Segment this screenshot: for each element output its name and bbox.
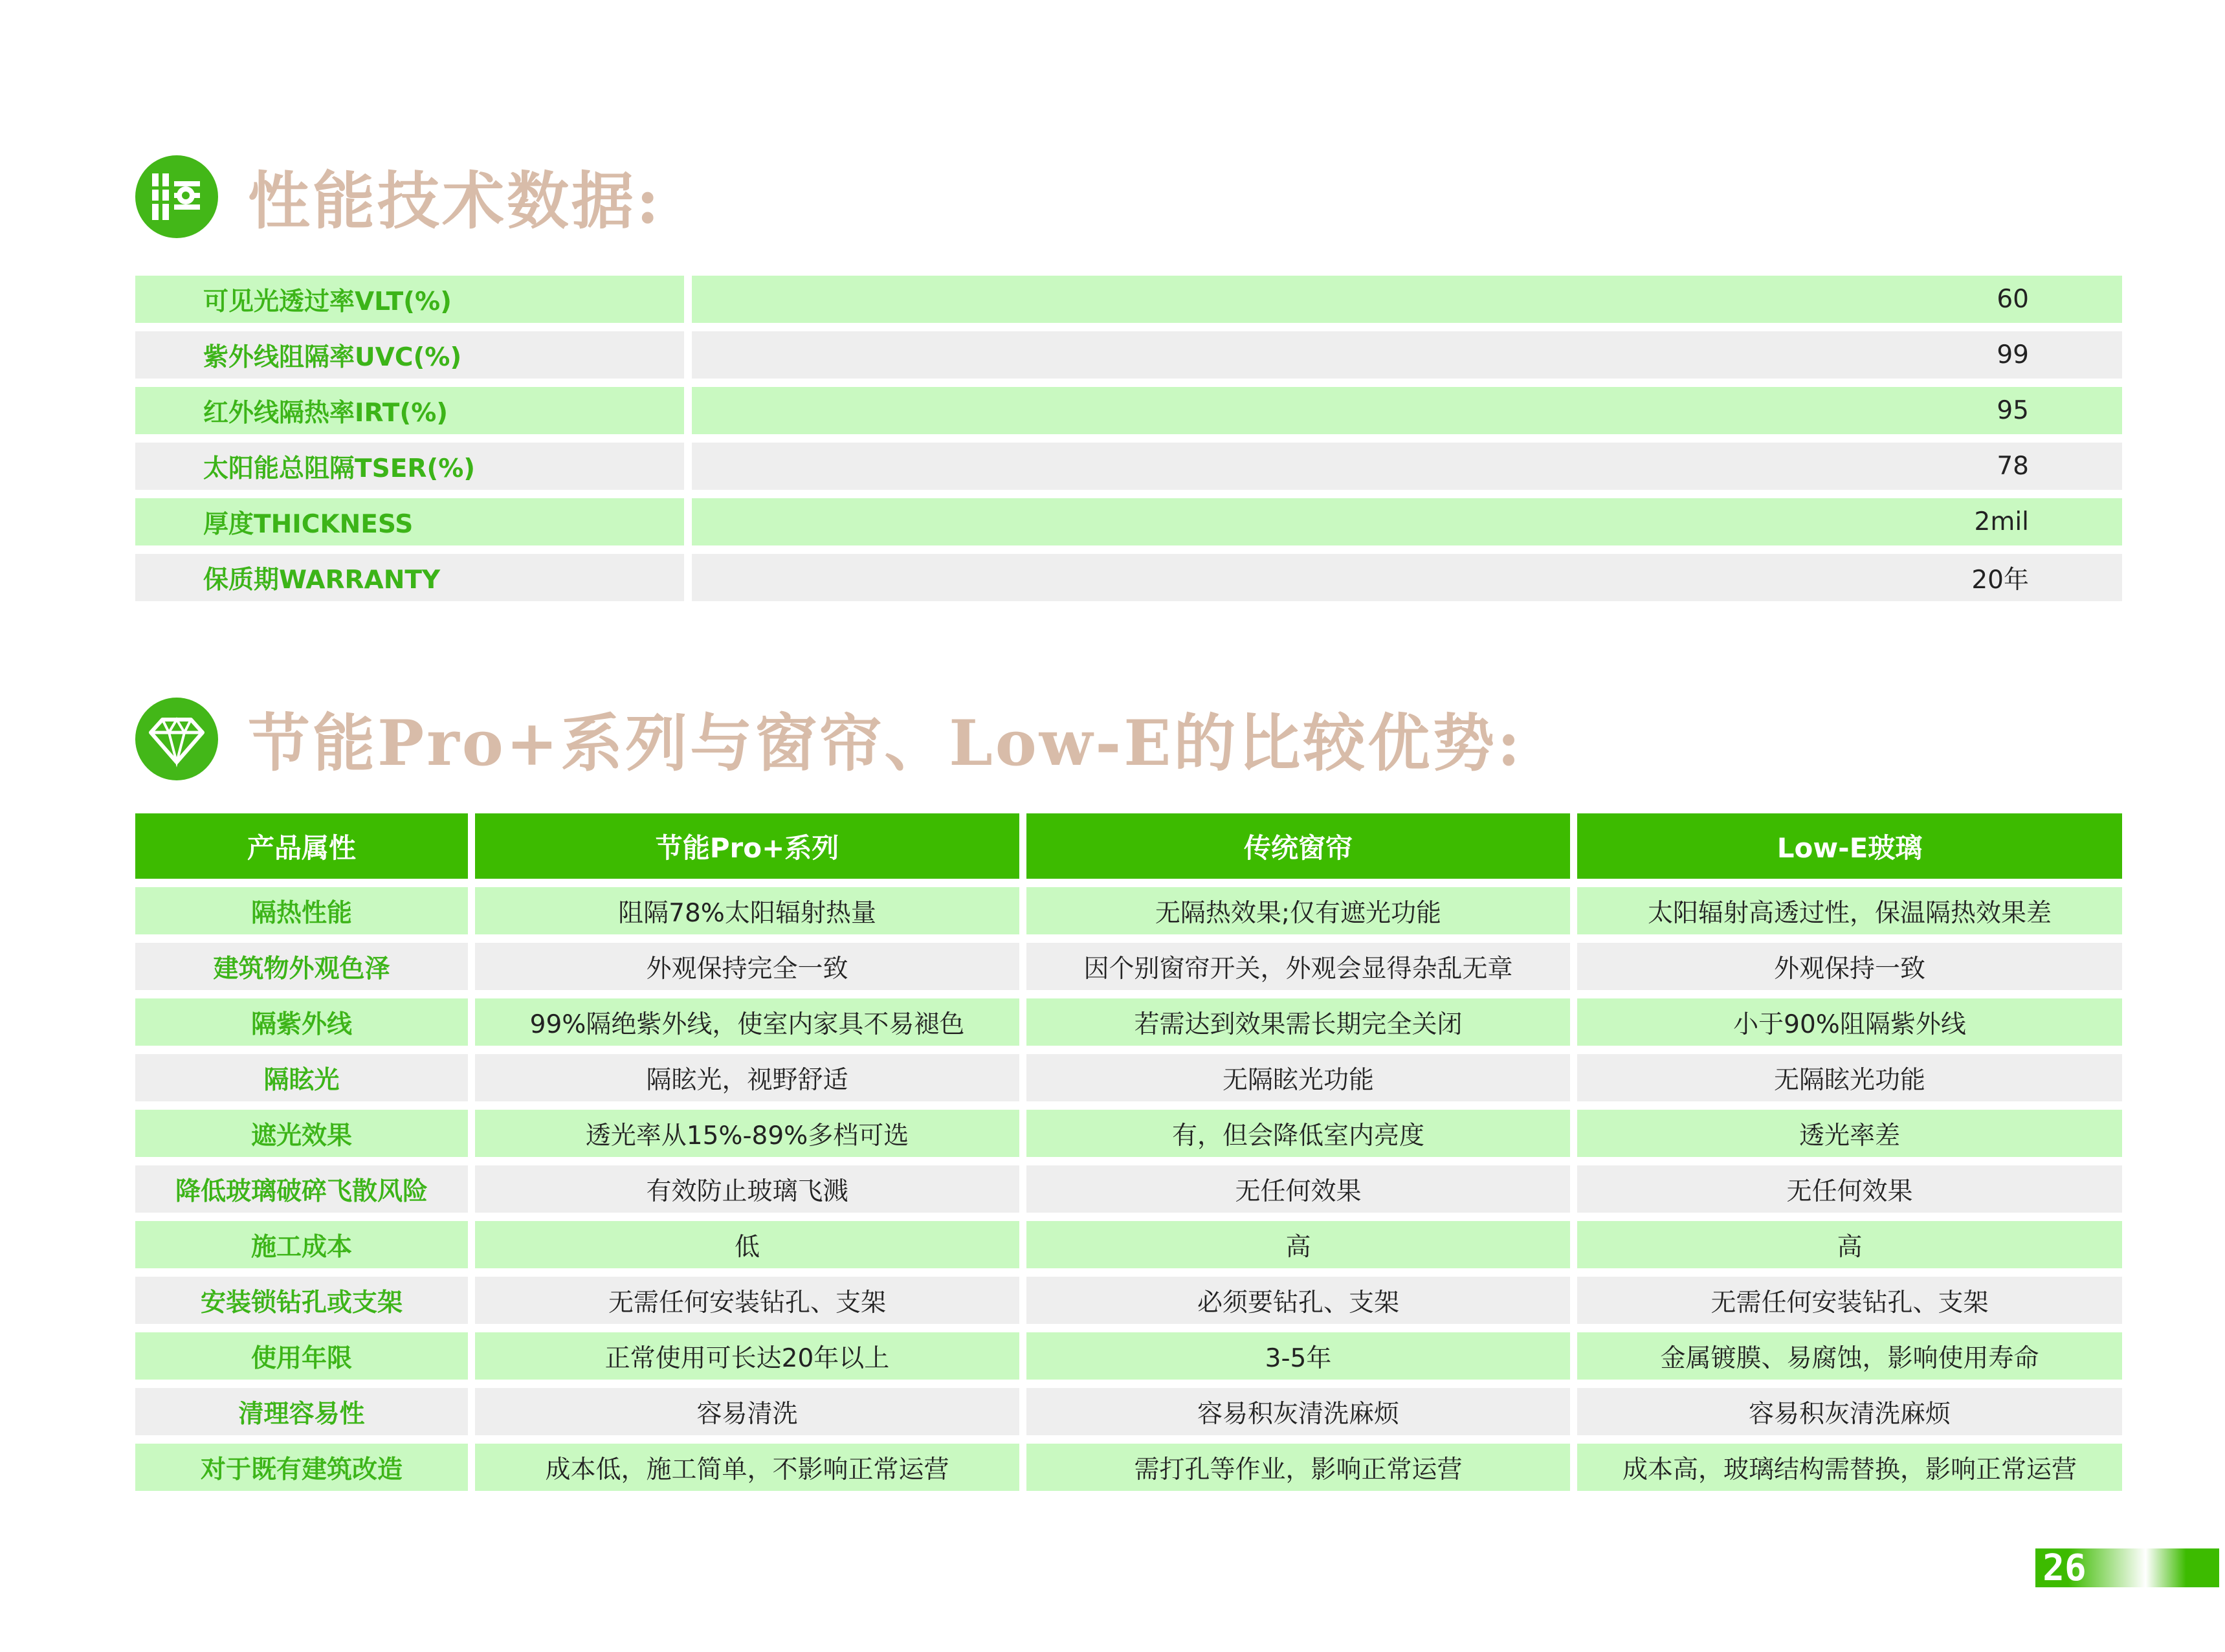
spec-label: 太阳能总阻隔TSER(%) bbox=[135, 443, 684, 490]
table-row bbox=[135, 276, 2122, 323]
table-cell: 高 bbox=[1026, 1221, 1570, 1268]
table-cell: 必须要钻孔、支架 bbox=[1026, 1277, 1570, 1324]
table-cell: 99%隔绝紫外线，使室内家具不易褪色 bbox=[475, 998, 1019, 1046]
column-header: 传统窗帘 bbox=[1026, 813, 1570, 879]
table-row bbox=[135, 1277, 2122, 1324]
spec-value: 78 bbox=[692, 443, 2122, 490]
table-cell: 若需达到效果需长期完全关闭 bbox=[1026, 998, 1570, 1046]
attribute-cell: 隔紫外线 bbox=[135, 998, 468, 1046]
table-cell: 因个别窗帘开关，外观会显得杂乱无章 bbox=[1026, 943, 1570, 990]
table-cell: 无需任何安装钻孔、支架 bbox=[475, 1277, 1019, 1324]
table-row bbox=[135, 1054, 2122, 1101]
table-cell: 容易积灰清洗麻烦 bbox=[1026, 1388, 1570, 1435]
spec-value: 60 bbox=[692, 276, 2122, 323]
table-cell: 透光率差 bbox=[1577, 1110, 2122, 1157]
attribute-cell: 遮光效果 bbox=[135, 1110, 468, 1157]
attribute-cell: 安装锁钻孔或支架 bbox=[135, 1277, 468, 1324]
table-cell: 太阳辐射高透过性，保温隔热效果差 bbox=[1577, 887, 2122, 934]
table-cell: 无任何效果 bbox=[1026, 1165, 1570, 1213]
table-cell: 外观保持一致 bbox=[1577, 943, 2122, 990]
spec-value: 99 bbox=[692, 331, 2122, 379]
table-cell: 高 bbox=[1577, 1221, 2122, 1268]
attribute-cell: 对于既有建筑改造 bbox=[135, 1444, 468, 1491]
spec-value: 95 bbox=[692, 387, 2122, 434]
spec-label: 紫外线阻隔率UVC(%) bbox=[135, 331, 684, 379]
table-row bbox=[135, 443, 2122, 490]
table-cell: 3-5年 bbox=[1026, 1332, 1570, 1380]
attribute-cell: 使用年限 bbox=[135, 1332, 468, 1380]
table-cell: 低 bbox=[475, 1221, 1019, 1268]
table-row bbox=[135, 498, 2122, 545]
table-cell: 外观保持完全一致 bbox=[475, 943, 1019, 990]
spec-value: 20年 bbox=[692, 554, 2122, 601]
column-header: Low-E玻璃 bbox=[1577, 813, 2122, 879]
spec-label: 可见光透过率VLT(%) bbox=[135, 276, 684, 323]
table-cell: 成本低，施工简单，不影响正常运营 bbox=[475, 1444, 1019, 1491]
table-cell: 金属镀膜、易腐蚀，影响使用寿命 bbox=[1577, 1332, 2122, 1380]
settings-chart-icon bbox=[135, 155, 218, 238]
performance-data-table bbox=[135, 276, 2122, 610]
table-row bbox=[135, 1388, 2122, 1435]
attribute-cell: 施工成本 bbox=[135, 1221, 468, 1268]
table-row bbox=[135, 1165, 2122, 1213]
spec-label: 厚度THICKNESS bbox=[135, 498, 684, 545]
table-cell: 有，但会降低室内亮度 bbox=[1026, 1110, 1570, 1157]
table-row bbox=[135, 943, 2122, 990]
table-cell: 成本高，玻璃结构需替换，影响正常运营 bbox=[1577, 1444, 2122, 1491]
table-row bbox=[135, 1332, 2122, 1380]
table-cell: 阻隔78%太阳辐射热量 bbox=[475, 887, 1019, 934]
attribute-cell: 降低玻璃破碎飞散风险 bbox=[135, 1165, 468, 1213]
section-comparison-title: 节能Pro+系列与窗帘、Low-E的比较优势: bbox=[248, 707, 1523, 780]
section-performance-header bbox=[135, 152, 661, 241]
table-cell: 正常使用可长达20年以上 bbox=[475, 1332, 1019, 1380]
spec-label: 红外线隔热率IRT(%) bbox=[135, 387, 684, 434]
column-header: 产品属性 bbox=[135, 813, 468, 879]
section-performance-title: 性能技术数据: bbox=[248, 164, 662, 237]
table-row bbox=[135, 1110, 2122, 1157]
table-cell: 小于90%阻隔紫外线 bbox=[1577, 998, 2122, 1046]
attribute-cell: 隔眩光 bbox=[135, 1054, 468, 1101]
table-header-row bbox=[135, 813, 2122, 879]
spec-label: 保质期WARRANTY bbox=[135, 554, 684, 601]
attribute-cell: 清理容易性 bbox=[135, 1388, 468, 1435]
attribute-cell: 隔热性能 bbox=[135, 887, 468, 934]
comparison-table bbox=[135, 813, 2122, 1499]
table-cell: 容易清洗 bbox=[475, 1388, 1019, 1435]
table-row bbox=[135, 998, 2122, 1046]
table-cell: 有效防止玻璃飞溅 bbox=[475, 1165, 1019, 1213]
table-row bbox=[135, 331, 2122, 379]
spec-value: 2mil bbox=[692, 498, 2122, 545]
table-row bbox=[135, 387, 2122, 434]
table-cell: 容易积灰清洗麻烦 bbox=[1577, 1388, 2122, 1435]
table-cell: 无隔眩光功能 bbox=[1577, 1054, 2122, 1101]
table-cell: 无隔眩光功能 bbox=[1026, 1054, 1570, 1101]
table-cell: 需打孔等作业，影响正常运营 bbox=[1026, 1444, 1570, 1491]
table-cell: 无隔热效果;仅有遮光功能 bbox=[1026, 887, 1570, 934]
attribute-cell: 建筑物外观色泽 bbox=[135, 943, 468, 990]
table-cell: 透光率从15%-89%多档可选 bbox=[475, 1110, 1019, 1157]
table-row bbox=[135, 1221, 2122, 1268]
page-number: 26 bbox=[2042, 1547, 2087, 1589]
table-row bbox=[135, 1444, 2122, 1491]
table-row bbox=[135, 887, 2122, 934]
table-row bbox=[135, 554, 2122, 601]
table-cell: 无任何效果 bbox=[1577, 1165, 2122, 1213]
table-cell: 无需任何安装钻孔、支架 bbox=[1577, 1277, 2122, 1324]
diamond-icon bbox=[135, 698, 218, 780]
table-cell: 隔眩光，视野舒适 bbox=[475, 1054, 1019, 1101]
column-header: 节能Pro+系列 bbox=[475, 813, 1019, 879]
section-comparison-header bbox=[135, 694, 1523, 783]
